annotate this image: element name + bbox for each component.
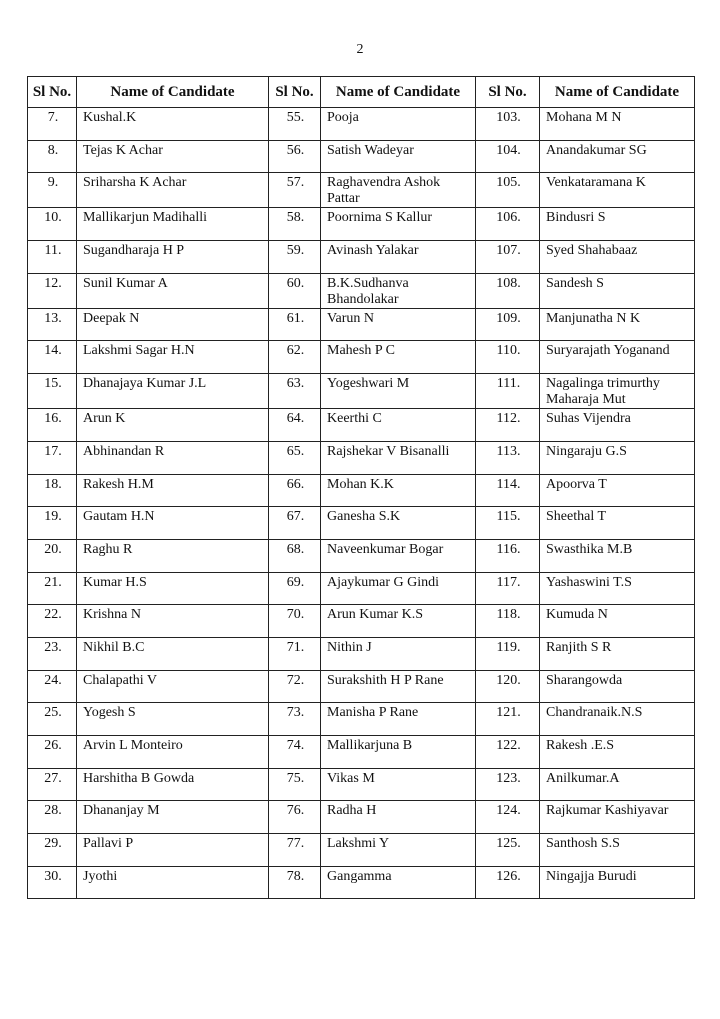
- candidate-name-cell: Mohana M N: [540, 108, 695, 141]
- candidate-name-cell: Suryarajath Yoganand: [540, 341, 695, 374]
- sl-no-cell: 69.: [269, 572, 321, 605]
- candidate-name-cell: Arvin L Monteiro: [77, 736, 269, 769]
- candidate-name-cell: Naveenkumar Bogar: [321, 539, 476, 572]
- page-number: 2: [356, 42, 364, 57]
- sl-no-cell: 105.: [476, 173, 540, 208]
- sl-no-cell: 25.: [28, 703, 77, 736]
- candidate-name-cell: Kumuda N: [540, 605, 695, 638]
- candidate-name-cell: Mohan K.K: [321, 474, 476, 507]
- sl-no-cell: 17.: [28, 441, 77, 474]
- candidate-name-cell: Rakesh .E.S: [540, 736, 695, 769]
- table-row: [28, 801, 695, 834]
- sl-no-cell: 77.: [269, 834, 321, 867]
- sl-no-cell: 119.: [476, 637, 540, 670]
- candidate-name-cell: Tejas K Achar: [77, 140, 269, 173]
- candidate-name-cell: Sugandharaja H P: [77, 241, 269, 274]
- sl-no-cell: 117.: [476, 572, 540, 605]
- sl-no-cell: 114.: [476, 474, 540, 507]
- candidate-name-cell: Pooja: [321, 108, 476, 141]
- candidate-name-cell: Lakshmi Y: [321, 834, 476, 867]
- candidate-name-cell: Anandakumar SG: [540, 140, 695, 173]
- name-header: Name of Candidate: [540, 77, 695, 108]
- candidate-name-cell: Nagalinga trimurthy Maharaja Mut: [540, 374, 695, 409]
- candidate-name-cell: Varun N: [321, 308, 476, 341]
- sl-no-cell: 20.: [28, 539, 77, 572]
- sl-no-cell: 62.: [269, 341, 321, 374]
- sl-no-header: Sl No.: [269, 77, 321, 108]
- sl-no-cell: 9.: [28, 173, 77, 208]
- sl-no-cell: 104.: [476, 140, 540, 173]
- sl-no-cell: 15.: [28, 374, 77, 409]
- sl-no-cell: 73.: [269, 703, 321, 736]
- sl-no-cell: 29.: [28, 834, 77, 867]
- sl-no-cell: 106.: [476, 208, 540, 241]
- sl-no-cell: 21.: [28, 572, 77, 605]
- sl-no-cell: 66.: [269, 474, 321, 507]
- sl-no-cell: 74.: [269, 736, 321, 769]
- candidate-name-cell: Poornima S Kallur: [321, 208, 476, 241]
- candidate-name-cell: Yashaswini T.S: [540, 572, 695, 605]
- candidate-name-cell: Rakesh H.M: [77, 474, 269, 507]
- table-row: [28, 605, 695, 638]
- sl-no-cell: 63.: [269, 374, 321, 409]
- sl-no-cell: 111.: [476, 374, 540, 409]
- sl-no-cell: 23.: [28, 637, 77, 670]
- candidate-name-cell: Ajaykumar G Gindi: [321, 572, 476, 605]
- sl-no-header: Sl No.: [28, 77, 77, 108]
- table-row: [28, 308, 695, 341]
- table-row: [28, 572, 695, 605]
- sl-no-cell: 65.: [269, 441, 321, 474]
- candidate-name-cell: Ganesha S.K: [321, 507, 476, 540]
- sl-no-cell: 124.: [476, 801, 540, 834]
- sl-no-cell: 18.: [28, 474, 77, 507]
- candidate-name-cell: Gautam H.N: [77, 507, 269, 540]
- candidate-name-cell: Kumar H.S: [77, 572, 269, 605]
- candidate-name-cell: Ningajja Burudi: [540, 866, 695, 899]
- sl-no-cell: 103.: [476, 108, 540, 141]
- candidate-name-cell: Santhosh S.S: [540, 834, 695, 867]
- sl-no-cell: 57.: [269, 173, 321, 208]
- sl-no-cell: 16.: [28, 409, 77, 442]
- candidate-name-cell: Dhanajaya Kumar J.L: [77, 374, 269, 409]
- candidate-name-cell: Rajshekar V Bisanalli: [321, 441, 476, 474]
- candidate-name-cell: Raghavendra Ashok Pattar: [321, 173, 476, 208]
- sl-no-cell: 115.: [476, 507, 540, 540]
- sl-no-cell: 26.: [28, 736, 77, 769]
- table-row: [28, 140, 695, 173]
- name-header: Name of Candidate: [77, 77, 269, 108]
- table-row: [28, 108, 695, 141]
- sl-no-cell: 8.: [28, 140, 77, 173]
- sl-no-cell: 123.: [476, 768, 540, 801]
- candidate-name-cell: Sheethal T: [540, 507, 695, 540]
- candidate-name-cell: Surakshith H P Rane: [321, 670, 476, 703]
- sl-no-cell: 22.: [28, 605, 77, 638]
- candidate-name-cell: Chandranaik.N.S: [540, 703, 695, 736]
- table-row: [28, 273, 695, 308]
- candidate-name-cell: Lakshmi Sagar H.N: [77, 341, 269, 374]
- candidate-name-cell: Manjunatha N K: [540, 308, 695, 341]
- sl-no-cell: 125.: [476, 834, 540, 867]
- candidate-name-cell: Ranjith S R: [540, 637, 695, 670]
- sl-no-cell: 56.: [269, 140, 321, 173]
- candidate-name-cell: Mallikarjun Madihalli: [77, 208, 269, 241]
- sl-no-cell: 78.: [269, 866, 321, 899]
- sl-no-cell: 24.: [28, 670, 77, 703]
- candidate-name-cell: Nithin J: [321, 637, 476, 670]
- table-row: [28, 866, 695, 899]
- table-row: [28, 241, 695, 274]
- candidate-name-cell: Krishna N: [77, 605, 269, 638]
- table-row: [28, 409, 695, 442]
- sl-no-cell: 27.: [28, 768, 77, 801]
- candidate-name-cell: Arun Kumar K.S: [321, 605, 476, 638]
- sl-no-cell: 10.: [28, 208, 77, 241]
- candidate-name-cell: Deepak N: [77, 308, 269, 341]
- candidate-name-cell: Avinash Yalakar: [321, 241, 476, 274]
- table-row: [28, 208, 695, 241]
- table-row: [28, 637, 695, 670]
- sl-no-cell: 30.: [28, 866, 77, 899]
- candidate-name-cell: Yogesh S: [77, 703, 269, 736]
- candidate-name-cell: Sriharsha K Achar: [77, 173, 269, 208]
- candidate-name-cell: Sandesh S: [540, 273, 695, 308]
- sl-no-cell: 55.: [269, 108, 321, 141]
- table-row: [28, 173, 695, 208]
- table-row: [28, 768, 695, 801]
- sl-no-cell: 109.: [476, 308, 540, 341]
- table-header-row: [28, 77, 695, 108]
- table-row: [28, 539, 695, 572]
- sl-no-cell: 7.: [28, 108, 77, 141]
- candidate-name-cell: Kushal.K: [77, 108, 269, 141]
- candidate-name-cell: Harshitha B Gowda: [77, 768, 269, 801]
- sl-no-header: Sl No.: [476, 77, 540, 108]
- sl-no-cell: 121.: [476, 703, 540, 736]
- name-header: Name of Candidate: [321, 77, 476, 108]
- candidate-name-cell: Ningaraju G.S: [540, 441, 695, 474]
- sl-no-cell: 76.: [269, 801, 321, 834]
- candidate-name-cell: Keerthi C: [321, 409, 476, 442]
- candidate-name-cell: Arun K: [77, 409, 269, 442]
- candidate-name-cell: Gangamma: [321, 866, 476, 899]
- sl-no-cell: 122.: [476, 736, 540, 769]
- sl-no-cell: 71.: [269, 637, 321, 670]
- sl-no-cell: 126.: [476, 866, 540, 899]
- candidate-name-cell: Nikhil B.C: [77, 637, 269, 670]
- sl-no-cell: 120.: [476, 670, 540, 703]
- candidate-name-cell: Sunil Kumar A: [77, 273, 269, 308]
- candidate-name-cell: Abhinandan R: [77, 441, 269, 474]
- sl-no-cell: 64.: [269, 409, 321, 442]
- candidate-name-cell: Manisha P Rane: [321, 703, 476, 736]
- sl-no-cell: 61.: [269, 308, 321, 341]
- candidate-name-cell: Yogeshwari M: [321, 374, 476, 409]
- sl-no-cell: 28.: [28, 801, 77, 834]
- sl-no-cell: 11.: [28, 241, 77, 274]
- table-row: [28, 441, 695, 474]
- candidate-name-cell: Syed Shahabaaz: [540, 241, 695, 274]
- table-row: [28, 507, 695, 540]
- candidate-name-cell: Suhas Vijendra: [540, 409, 695, 442]
- candidate-name-cell: Dhananjay M: [77, 801, 269, 834]
- sl-no-cell: 68.: [269, 539, 321, 572]
- sl-no-cell: 108.: [476, 273, 540, 308]
- candidate-name-cell: Apoorva T: [540, 474, 695, 507]
- candidate-name-cell: Jyothi: [77, 866, 269, 899]
- sl-no-cell: 13.: [28, 308, 77, 341]
- candidate-name-cell: B.K.Sudhanva Bhandolakar: [321, 273, 476, 308]
- sl-no-cell: 12.: [28, 273, 77, 308]
- sl-no-cell: 60.: [269, 273, 321, 308]
- sl-no-cell: 67.: [269, 507, 321, 540]
- table-row: [28, 341, 695, 374]
- candidate-name-cell: Rajkumar Kashiyavar: [540, 801, 695, 834]
- sl-no-cell: 118.: [476, 605, 540, 638]
- table-row: [28, 474, 695, 507]
- sl-no-cell: 14.: [28, 341, 77, 374]
- candidate-name-cell: Satish Wadeyar: [321, 140, 476, 173]
- sl-no-cell: 58.: [269, 208, 321, 241]
- sl-no-cell: 59.: [269, 241, 321, 274]
- sl-no-cell: 75.: [269, 768, 321, 801]
- table-row: [28, 670, 695, 703]
- candidate-name-cell: Swasthika M.B: [540, 539, 695, 572]
- candidate-name-cell: Sharangowda: [540, 670, 695, 703]
- candidate-name-cell: Anilkumar.A: [540, 768, 695, 801]
- sl-no-cell: 72.: [269, 670, 321, 703]
- candidate-name-cell: Venkataramana K: [540, 173, 695, 208]
- candidate-name-cell: Chalapathi V: [77, 670, 269, 703]
- sl-no-cell: 110.: [476, 341, 540, 374]
- candidate-name-cell: Mallikarjuna B: [321, 736, 476, 769]
- sl-no-cell: 107.: [476, 241, 540, 274]
- candidate-name-cell: Mahesh P C: [321, 341, 476, 374]
- table-row: [28, 834, 695, 867]
- candidate-name-cell: Raghu R: [77, 539, 269, 572]
- table-row: [28, 703, 695, 736]
- candidate-name-cell: Bindusri S: [540, 208, 695, 241]
- candidate-name-cell: Pallavi P: [77, 834, 269, 867]
- sl-no-cell: 70.: [269, 605, 321, 638]
- sl-no-cell: 113.: [476, 441, 540, 474]
- candidate-name-cell: Vikas M: [321, 768, 476, 801]
- table-row: [28, 374, 695, 409]
- sl-no-cell: 112.: [476, 409, 540, 442]
- table-row: [28, 736, 695, 769]
- sl-no-cell: 116.: [476, 539, 540, 572]
- sl-no-cell: 19.: [28, 507, 77, 540]
- candidate-table: [27, 76, 695, 899]
- table-body: [28, 108, 695, 899]
- candidate-name-cell: Radha H: [321, 801, 476, 834]
